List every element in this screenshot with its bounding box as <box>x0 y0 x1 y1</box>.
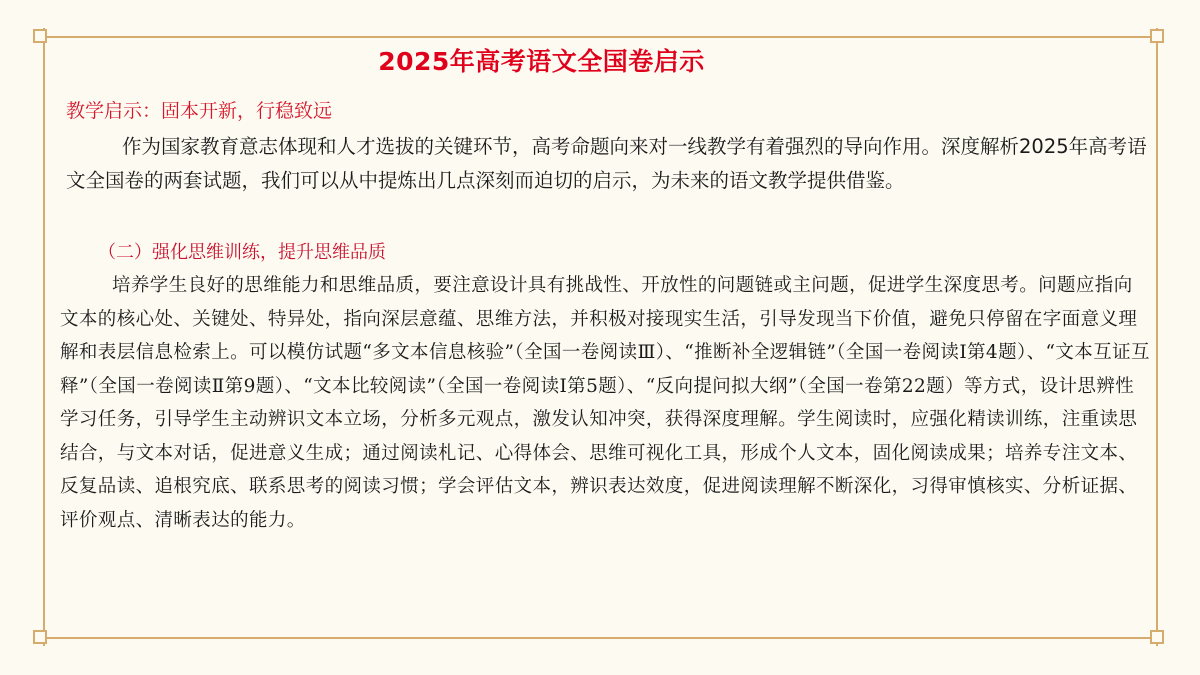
corner-ornament-top-left <box>33 29 47 43</box>
body-paragraph: 培养学生良好的思维能力和思维品质，要注意设计具有挑战性、开放性的问题链或主问题，促进学生深度思考。问题应指向文本的核心处、关键处、特异处，指向深层意蕴、思维方法，并积极对接现实生活，引导发现当下价值，避免只停留在字面意义理解和表层信息检索上。可以模仿试题“多文本信息核验”（全国一卷阅读Ⅲ）、“推断补全逻辑链”（全国一卷阅读Ⅰ第4题）、“文本互证互释”（全国一卷阅读Ⅱ第9题）、“文本比较阅读”（全国一卷阅读Ⅰ第5题）、“反向提问拟大纲”（全国一卷第22题）等方式，设计思辨性学习任务，引导学生主动辨识文本立场，分析多元观点，激发认知冲突，获得深度理解。学生阅读时，应强化精读训练，注重读思结合，与文本对话，促进意义生成；通过阅读札记、心得体会、思维可视化工具，形成个人文本，固化阅读成果；培养专注文本、反复品读、追根究底、联系思考的阅读习惯；学会评估文本，辨识表达效度，促进阅读理解不断深化，习得审慎核实、分析证据、评价观点、清晰表达的能力。 <box>60 275 1150 531</box>
corner-ornament-bottom-left <box>33 630 47 644</box>
corner-ornament-top-right <box>1150 29 1164 43</box>
corner-ornament-bottom-right <box>1150 630 1164 644</box>
page-title: 2025年高考语文全国卷启示 <box>378 47 705 76</box>
frame-left-line <box>43 28 45 646</box>
frame-top-line <box>36 36 1164 38</box>
subtitle: 教学启示：固本开新，行稳致远 <box>66 100 333 122</box>
frame-bottom-line <box>36 637 1164 639</box>
intro-paragraph: 作为国家教育意志体现和人才选拔的关键环节，高考命题向来对一线教学有着强烈的导向作用。深度解析2025年高考语文全国卷的两套试题，我们可以从中提炼出几点深刻而迫切的启示，为未来的语文教学提供借鉴。 <box>66 135 1147 192</box>
section-heading: （二）强化思维训练，提升思维品质 <box>98 242 386 263</box>
frame-right-line <box>1156 28 1158 646</box>
